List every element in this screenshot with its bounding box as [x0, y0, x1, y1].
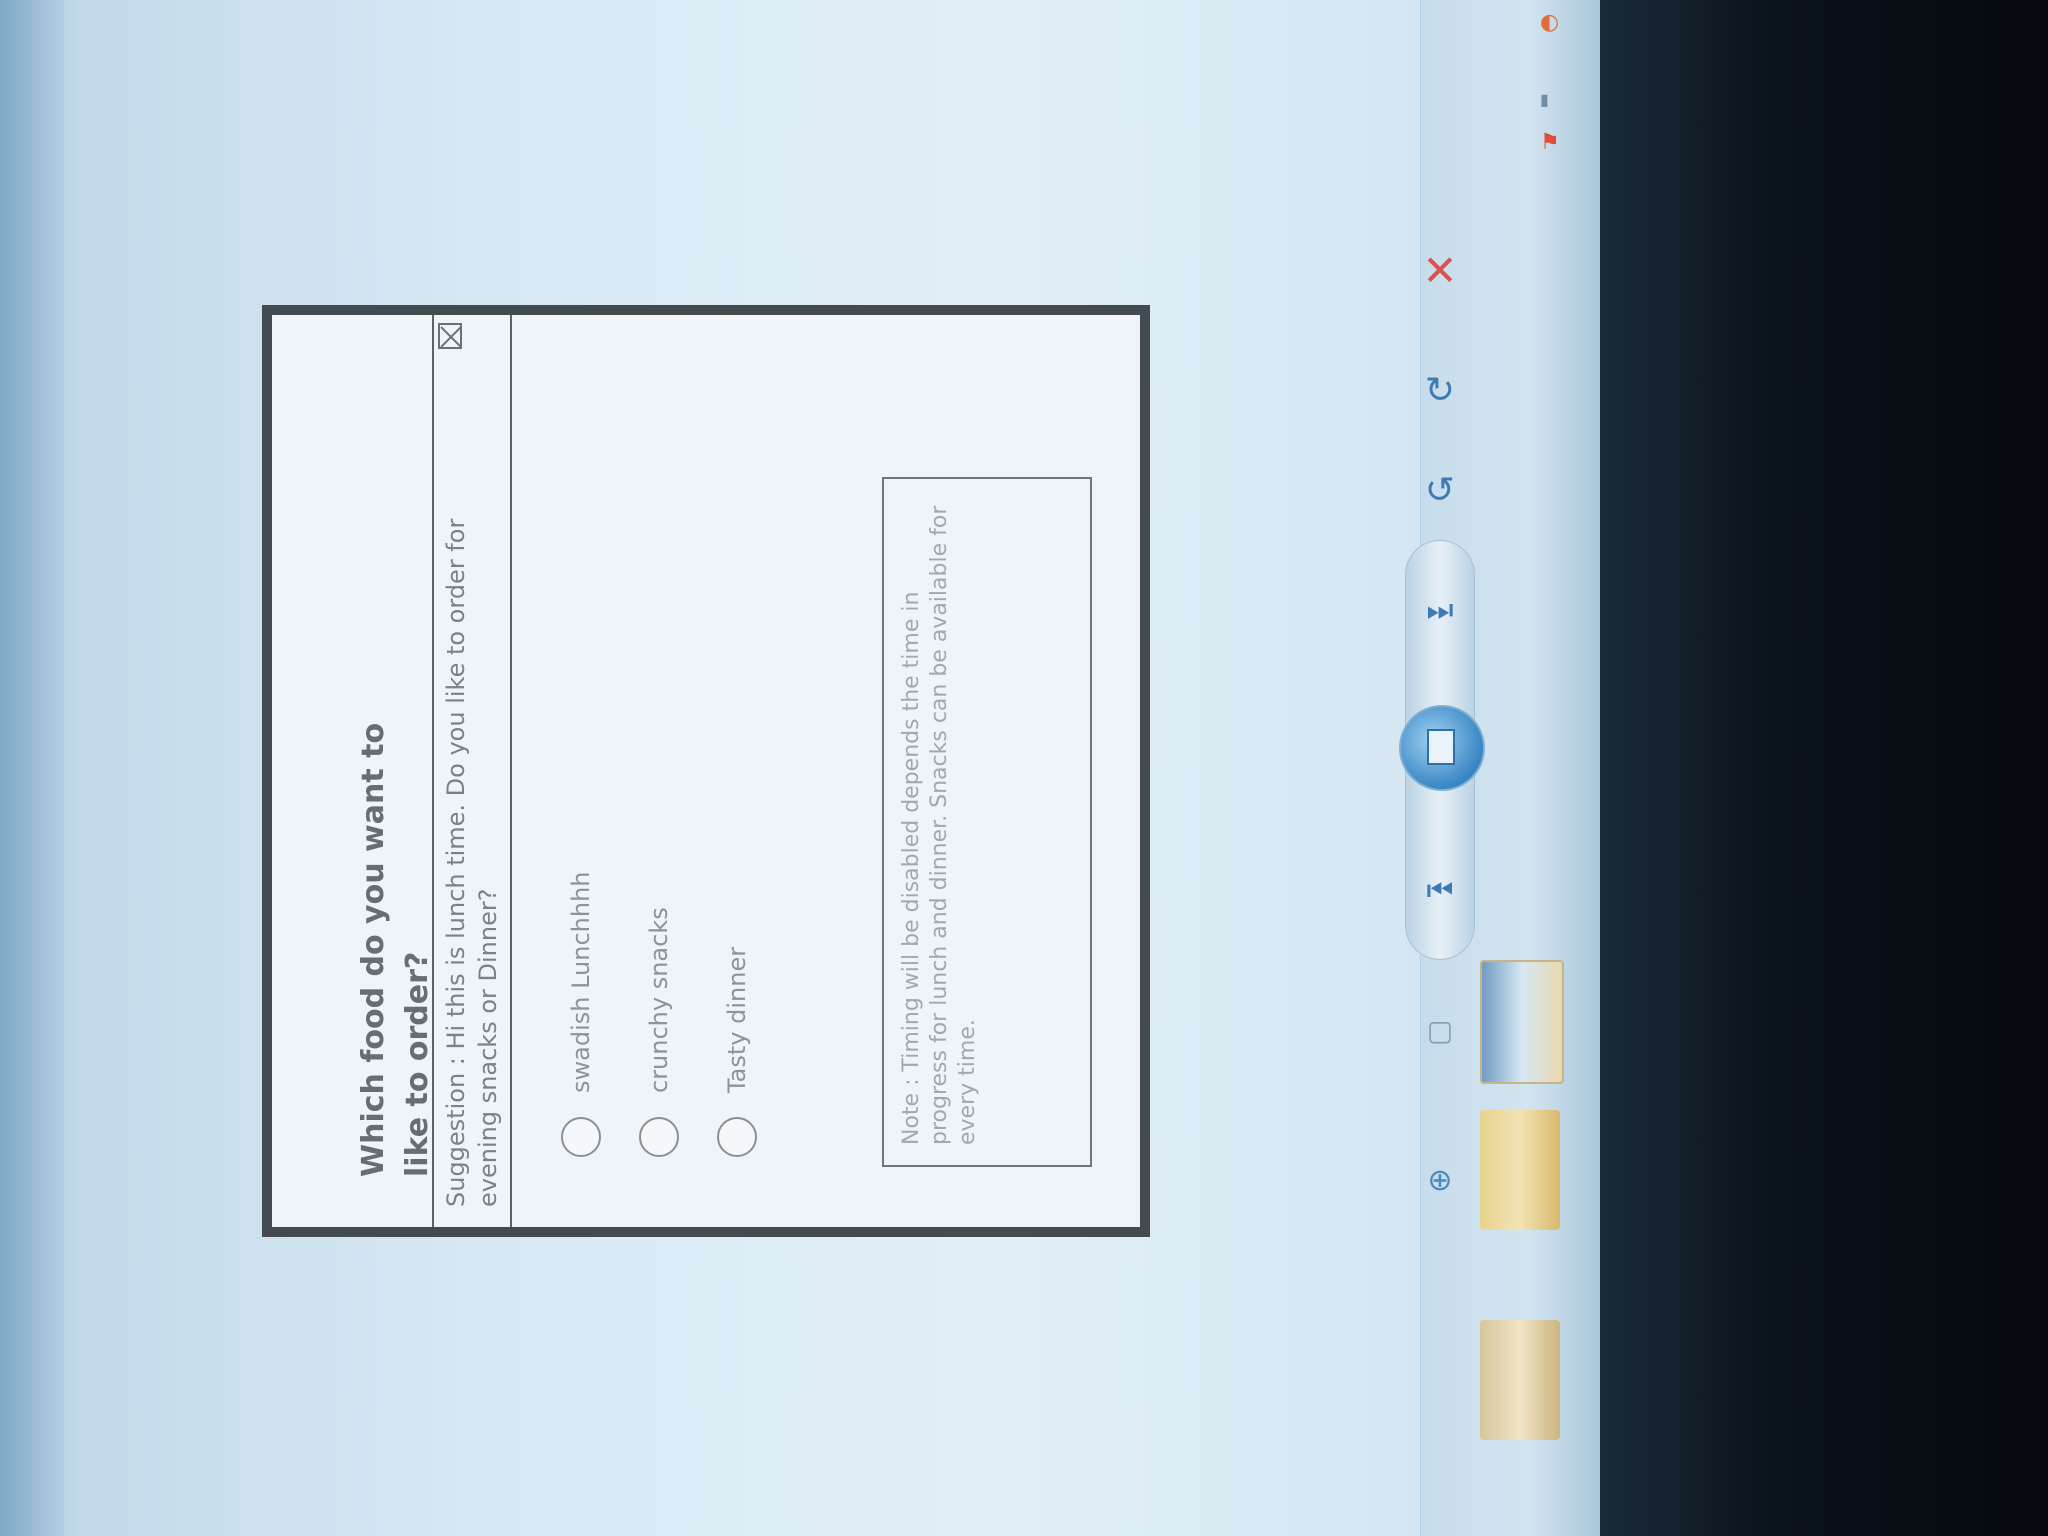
option-label: crunchy snacks — [645, 907, 673, 1093]
food-options — [542, 872, 776, 1158]
zoom-icon[interactable]: ⊕ — [1427, 1162, 1453, 1198]
option-dinner[interactable] — [698, 872, 776, 1158]
delete-icon[interactable]: ✕ — [1422, 245, 1458, 295]
monitor-bezel — [1600, 0, 2048, 1536]
option-snacks[interactable] — [620, 872, 698, 1158]
media-controls — [1405, 200, 1475, 1300]
dialog-panel — [262, 305, 1150, 1237]
option-label: swadish Lunchhhh — [567, 871, 595, 1093]
dialog-title: Which food do you want to like to order? — [356, 722, 435, 1177]
flag-icon[interactable]: ⚑ — [1540, 130, 1560, 155]
dialog-header — [272, 315, 435, 1227]
close-icon[interactable] — [438, 323, 462, 349]
skip-next-icon[interactable]: ⏭ — [1426, 592, 1454, 628]
taskbar-thumbnail[interactable] — [1480, 1320, 1560, 1440]
power-icon[interactable]: ◐ — [1540, 10, 1560, 35]
undo-icon[interactable]: ↺ — [1424, 469, 1456, 511]
redo-icon[interactable]: ↻ — [1424, 369, 1456, 411]
radio-lunch[interactable] — [561, 1117, 601, 1157]
taskbar-thumbnail[interactable] — [1480, 960, 1564, 1084]
suggestion-text: Suggestion : Hi this is lunch time. Do you like to order for evening snacks or Dinner? — [442, 518, 502, 1207]
fit-icon[interactable]: ▢ — [1426, 1013, 1454, 1047]
window-edge — [0, 0, 64, 1536]
option-lunch[interactable] — [542, 872, 620, 1158]
signal-icon[interactable]: ▮ — [1540, 90, 1549, 109]
radio-snacks[interactable] — [639, 1117, 679, 1157]
order-dialog — [262, 349, 1194, 1237]
taskbar-thumbnail[interactable] — [1480, 1110, 1560, 1230]
note-box: Note : Timing will be disabled depends the time in progress for lunch and dinner. Snacks can be available for every time. — [882, 477, 1092, 1167]
suggestion-bar — [432, 315, 512, 1227]
skip-previous-icon[interactable]: ⏮ — [1426, 872, 1454, 908]
option-label: Tasty dinner — [723, 946, 751, 1093]
radio-dinner[interactable] — [717, 1117, 757, 1157]
play-icon[interactable] — [1399, 705, 1485, 791]
